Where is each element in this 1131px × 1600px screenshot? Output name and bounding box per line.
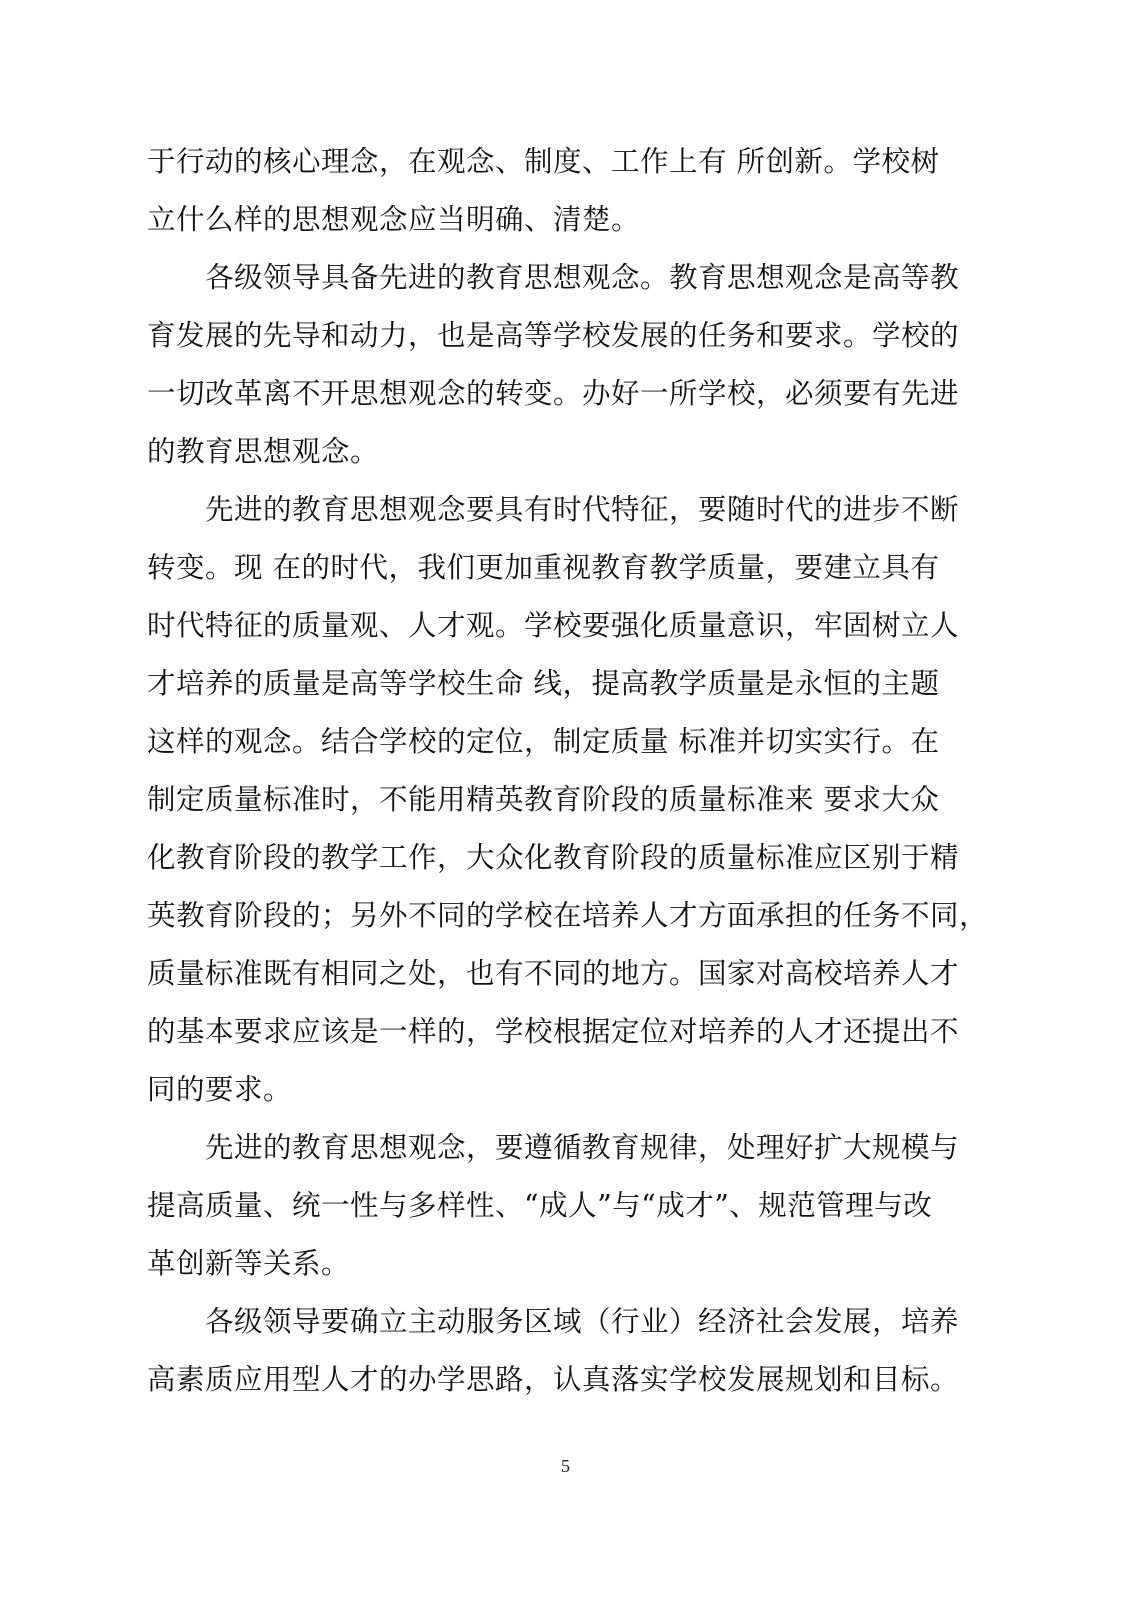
text-line: 立什么样的思想观念应当明确、清楚。 [147,203,641,236]
text-line: 这样的观念。结合学校的定位，制定质量 标准并切实实行。在 [147,725,940,758]
text-line: 质量标准既有相同之处，也有不同的地方。国家对高校培养人才 [147,957,960,990]
text-line: 先进的教育思想观念，要遵循教育规律，处理好扩大规模与 [205,1131,960,1164]
text-line: 的基本要求应该是一样的，学校根据定位对培养的人才还提出不 [147,1015,960,1048]
text-line: 各级领导具备先进的教育思想观念。教育思想观念是高等教 [205,261,960,294]
text-line: 于行动的核心理念，在观念、制度、工作上有 所创新。学校树 [147,145,940,178]
text-line: 才培养的质量是高等学校生命 线，提高教学质量是永恒的主题 [147,667,940,700]
text-line: 同的要求。 [147,1073,293,1106]
text-line: 转变。现 在的时代，我们更加重视教育教学质量，要建立具有 [147,551,940,584]
text-line: 高素质应用型人才的办学思路，认真落实学校发展规划和目标。 [147,1363,960,1396]
text-line: 时代特征的质量观、人才观。学校要强化质量意识，牢固树立人 [147,609,960,642]
text-line: 一切改革离不开思想观念的转变。办好一所学校，必须要有先进 [147,377,960,410]
page-number: 5 [561,1456,570,1476]
text-line: 先进的教育思想观念要具有时代特征，要随时代的进步不断 [205,493,960,526]
text-line: 革创新等关系。 [147,1247,351,1280]
text-line: 英教育阶段的；另外不同的学校在培养人才方面承担的任务不同， [147,899,989,932]
text-line: 育发展的先导和动力，也是高等学校发展的任务和要求。学校的 [147,319,960,352]
text-line: 各级领导要确立主动服务区域（行业）经济社会发展，培养 [205,1305,960,1338]
text-line: 提高质量、统一性与多样性、“成人”与“成才”、规范管理与改 [147,1189,933,1222]
text-line: 制定质量标准时，不能用精英教育阶段的质量标准来 要求大众 [147,783,940,816]
text-line: 的教育思想观念。 [147,435,380,468]
text-line: 化教育阶段的教学工作，大众化教育阶段的质量标准应区别于精 [147,841,960,874]
